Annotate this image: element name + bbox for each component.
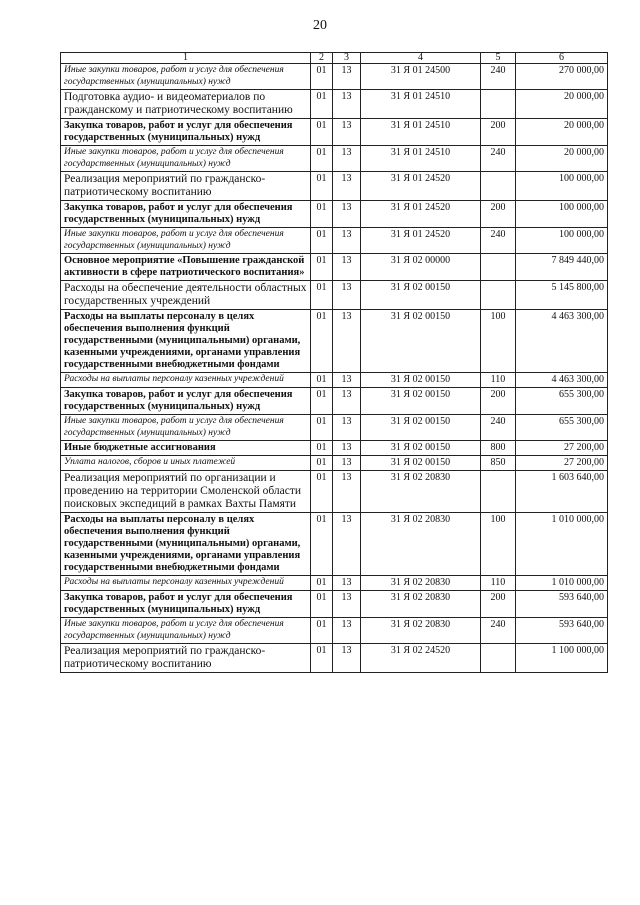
row-name: Закупка товаров, работ и услуг для обеспечения государственных (муниципальных) нужд <box>61 591 311 618</box>
row-amount: 1 010 000,00 <box>516 576 608 591</box>
row-section: 01 <box>311 64 333 90</box>
row-section: 01 <box>311 201 333 228</box>
row-section: 01 <box>311 441 333 456</box>
row-subsection: 13 <box>333 456 361 471</box>
row-section: 01 <box>311 618 333 644</box>
table-row <box>61 456 608 471</box>
row-target-code: 31 Я 02 00150 <box>361 373 481 388</box>
row-subsection: 13 <box>333 618 361 644</box>
row-subsection: 13 <box>333 172 361 201</box>
row-target-code: 31 Я 02 20830 <box>361 591 481 618</box>
row-name: Расходы на выплаты персоналу казенных учреждений <box>61 373 311 388</box>
row-subsection: 13 <box>333 415 361 441</box>
row-expense-type: 240 <box>481 228 516 254</box>
row-amount: 655 300,00 <box>516 415 608 441</box>
row-expense-type <box>481 172 516 201</box>
row-amount: 1 010 000,00 <box>516 513 608 576</box>
table-header-row <box>61 53 608 64</box>
row-section: 01 <box>311 146 333 172</box>
row-section: 01 <box>311 644 333 673</box>
row-target-code: 31 Я 01 24520 <box>361 172 481 201</box>
row-target-code: 31 Я 02 00150 <box>361 281 481 310</box>
row-name: Расходы на выплаты персоналу казенных учреждений <box>61 576 311 591</box>
row-amount: 100 000,00 <box>516 228 608 254</box>
row-name: Реализация мероприятий по организации и проведению на территории Смоленской области поисковых экспедиций в рамках Вахты Памяти <box>61 471 311 513</box>
row-subsection: 13 <box>333 119 361 146</box>
row-target-code: 31 Я 02 20830 <box>361 513 481 576</box>
row-subsection: 13 <box>333 388 361 415</box>
row-target-code: 31 Я 02 20830 <box>361 576 481 591</box>
row-expense-type <box>481 471 516 513</box>
row-subsection: 13 <box>333 644 361 673</box>
row-expense-type <box>481 644 516 673</box>
row-subsection: 13 <box>333 576 361 591</box>
table-row <box>61 64 608 90</box>
table-row <box>61 201 608 228</box>
row-subsection: 13 <box>333 373 361 388</box>
row-subsection: 13 <box>333 228 361 254</box>
row-target-code: 31 Я 02 24520 <box>361 644 481 673</box>
row-expense-type: 100 <box>481 513 516 576</box>
row-target-code: 31 Я 02 00150 <box>361 388 481 415</box>
column-header: 6 <box>516 53 608 64</box>
row-subsection: 13 <box>333 90 361 119</box>
row-amount: 100 000,00 <box>516 201 608 228</box>
row-section: 01 <box>311 471 333 513</box>
row-section: 01 <box>311 281 333 310</box>
row-amount: 5 145 800,00 <box>516 281 608 310</box>
row-subsection: 13 <box>333 310 361 373</box>
table-row <box>61 644 608 673</box>
table-row <box>61 591 608 618</box>
row-expense-type: 850 <box>481 456 516 471</box>
table-body <box>61 64 608 673</box>
row-expense-type: 110 <box>481 373 516 388</box>
row-name: Закупка товаров, работ и услуг для обеспечения государственных (муниципальных) нужд <box>61 388 311 415</box>
table-row <box>61 146 608 172</box>
table-row <box>61 310 608 373</box>
column-header: 3 <box>333 53 361 64</box>
row-expense-type: 240 <box>481 64 516 90</box>
table-row <box>61 576 608 591</box>
row-target-code: 31 Я 01 24500 <box>361 64 481 90</box>
row-amount: 1 100 000,00 <box>516 644 608 673</box>
row-subsection: 13 <box>333 513 361 576</box>
row-name: Подготовка аудио- и видеоматериалов по гражданскому и патриотическому воспитанию <box>61 90 311 119</box>
row-expense-type: 200 <box>481 388 516 415</box>
row-subsection: 13 <box>333 146 361 172</box>
table-row <box>61 441 608 456</box>
row-name: Реализация мероприятий по гражданско-патриотическому воспитанию <box>61 172 311 201</box>
row-amount: 4 463 300,00 <box>516 373 608 388</box>
row-amount: 270 000,00 <box>516 64 608 90</box>
row-amount: 7 849 440,00 <box>516 254 608 281</box>
row-name: Расходы на обеспечение деятельности областных государственных учреждений <box>61 281 311 310</box>
column-header: 5 <box>481 53 516 64</box>
page-number: 20 <box>313 18 327 33</box>
table-row <box>61 415 608 441</box>
row-expense-type: 200 <box>481 201 516 228</box>
row-section: 01 <box>311 513 333 576</box>
row-target-code: 31 Я 01 24520 <box>361 228 481 254</box>
row-subsection: 13 <box>333 441 361 456</box>
row-expense-type: 240 <box>481 618 516 644</box>
table-row <box>61 618 608 644</box>
table-row <box>61 373 608 388</box>
row-subsection: 13 <box>333 254 361 281</box>
row-amount: 593 640,00 <box>516 591 608 618</box>
row-name: Иные закупки товаров, работ и услуг для обеспечения государственных (муниципальных) нужд <box>61 415 311 441</box>
row-expense-type: 100 <box>481 310 516 373</box>
row-name: Закупка товаров, работ и услуг для обеспечения государственных (муниципальных) нужд <box>61 119 311 146</box>
row-section: 01 <box>311 310 333 373</box>
table-row <box>61 254 608 281</box>
row-target-code: 31 Я 01 24510 <box>361 146 481 172</box>
row-expense-type: 800 <box>481 441 516 456</box>
row-target-code: 31 Я 02 00150 <box>361 441 481 456</box>
table-row <box>61 513 608 576</box>
table-row <box>61 172 608 201</box>
row-name: Реализация мероприятий по гражданско-патриотическому воспитанию <box>61 644 311 673</box>
row-name: Закупка товаров, работ и услуг для обеспечения государственных (муниципальных) нужд <box>61 201 311 228</box>
row-section: 01 <box>311 254 333 281</box>
row-expense-type: 240 <box>481 415 516 441</box>
row-target-code: 31 Я 02 00150 <box>361 415 481 441</box>
row-amount: 100 000,00 <box>516 172 608 201</box>
row-amount: 20 000,00 <box>516 146 608 172</box>
row-amount: 27 200,00 <box>516 441 608 456</box>
row-section: 01 <box>311 576 333 591</box>
row-subsection: 13 <box>333 281 361 310</box>
column-header: 4 <box>361 53 481 64</box>
row-subsection: 13 <box>333 64 361 90</box>
table-row <box>61 228 608 254</box>
row-expense-type <box>481 90 516 119</box>
row-target-code: 31 Я 02 20830 <box>361 618 481 644</box>
row-name: Уплата налогов, сборов и иных платежей <box>61 456 311 471</box>
row-target-code: 31 Я 01 24520 <box>361 201 481 228</box>
row-amount: 20 000,00 <box>516 90 608 119</box>
row-amount: 1 603 640,00 <box>516 471 608 513</box>
budget-table <box>60 52 608 673</box>
row-name: Иные закупки товаров, работ и услуг для обеспечения государственных (муниципальных) нужд <box>61 64 311 90</box>
row-target-code: 31 Я 02 00150 <box>361 456 481 471</box>
row-name: Иные закупки товаров, работ и услуг для обеспечения государственных (муниципальных) нужд <box>61 618 311 644</box>
row-amount: 20 000,00 <box>516 119 608 146</box>
row-subsection: 13 <box>333 471 361 513</box>
row-name: Иные закупки товаров, работ и услуг для обеспечения государственных (муниципальных) нужд <box>61 228 311 254</box>
row-name: Иные бюджетные ассигнования <box>61 441 311 456</box>
row-target-code: 31 Я 01 24510 <box>361 90 481 119</box>
row-name: Расходы на выплаты персоналу в целях обеспечения выполнения функций государственными (муниципальными) органами, казенными учреждениями, органами управления государственными внебюджетными фондами <box>61 310 311 373</box>
row-expense-type: 200 <box>481 119 516 146</box>
table-row <box>61 388 608 415</box>
row-target-code: 31 Я 02 00000 <box>361 254 481 281</box>
row-section: 01 <box>311 90 333 119</box>
row-expense-type: 200 <box>481 591 516 618</box>
table-row <box>61 471 608 513</box>
row-amount: 27 200,00 <box>516 456 608 471</box>
table-row <box>61 90 608 119</box>
table-row <box>61 281 608 310</box>
row-expense-type <box>481 254 516 281</box>
row-expense-type: 240 <box>481 146 516 172</box>
table-row <box>61 119 608 146</box>
row-amount: 593 640,00 <box>516 618 608 644</box>
column-header: 1 <box>61 53 311 64</box>
row-section: 01 <box>311 591 333 618</box>
row-target-code: 31 Я 02 20830 <box>361 471 481 513</box>
column-header: 2 <box>311 53 333 64</box>
row-target-code: 31 Я 02 00150 <box>361 310 481 373</box>
row-section: 01 <box>311 119 333 146</box>
row-name: Основное мероприятие «Повышение гражданской активности в сфере патриотического воспитания» <box>61 254 311 281</box>
row-amount: 655 300,00 <box>516 388 608 415</box>
row-section: 01 <box>311 456 333 471</box>
row-section: 01 <box>311 388 333 415</box>
row-amount: 4 463 300,00 <box>516 310 608 373</box>
row-target-code: 31 Я 01 24510 <box>361 119 481 146</box>
row-subsection: 13 <box>333 591 361 618</box>
row-expense-type: 110 <box>481 576 516 591</box>
row-section: 01 <box>311 373 333 388</box>
row-section: 01 <box>311 228 333 254</box>
row-expense-type <box>481 281 516 310</box>
row-section: 01 <box>311 415 333 441</box>
row-section: 01 <box>311 172 333 201</box>
row-subsection: 13 <box>333 201 361 228</box>
row-name: Иные закупки товаров, работ и услуг для обеспечения государственных (муниципальных) нужд <box>61 146 311 172</box>
row-name: Расходы на выплаты персоналу в целях обеспечения выполнения функций государственными (муниципальными) органами, казенными учреждениями, органами управления государственными внебюджетными фондами <box>61 513 311 576</box>
